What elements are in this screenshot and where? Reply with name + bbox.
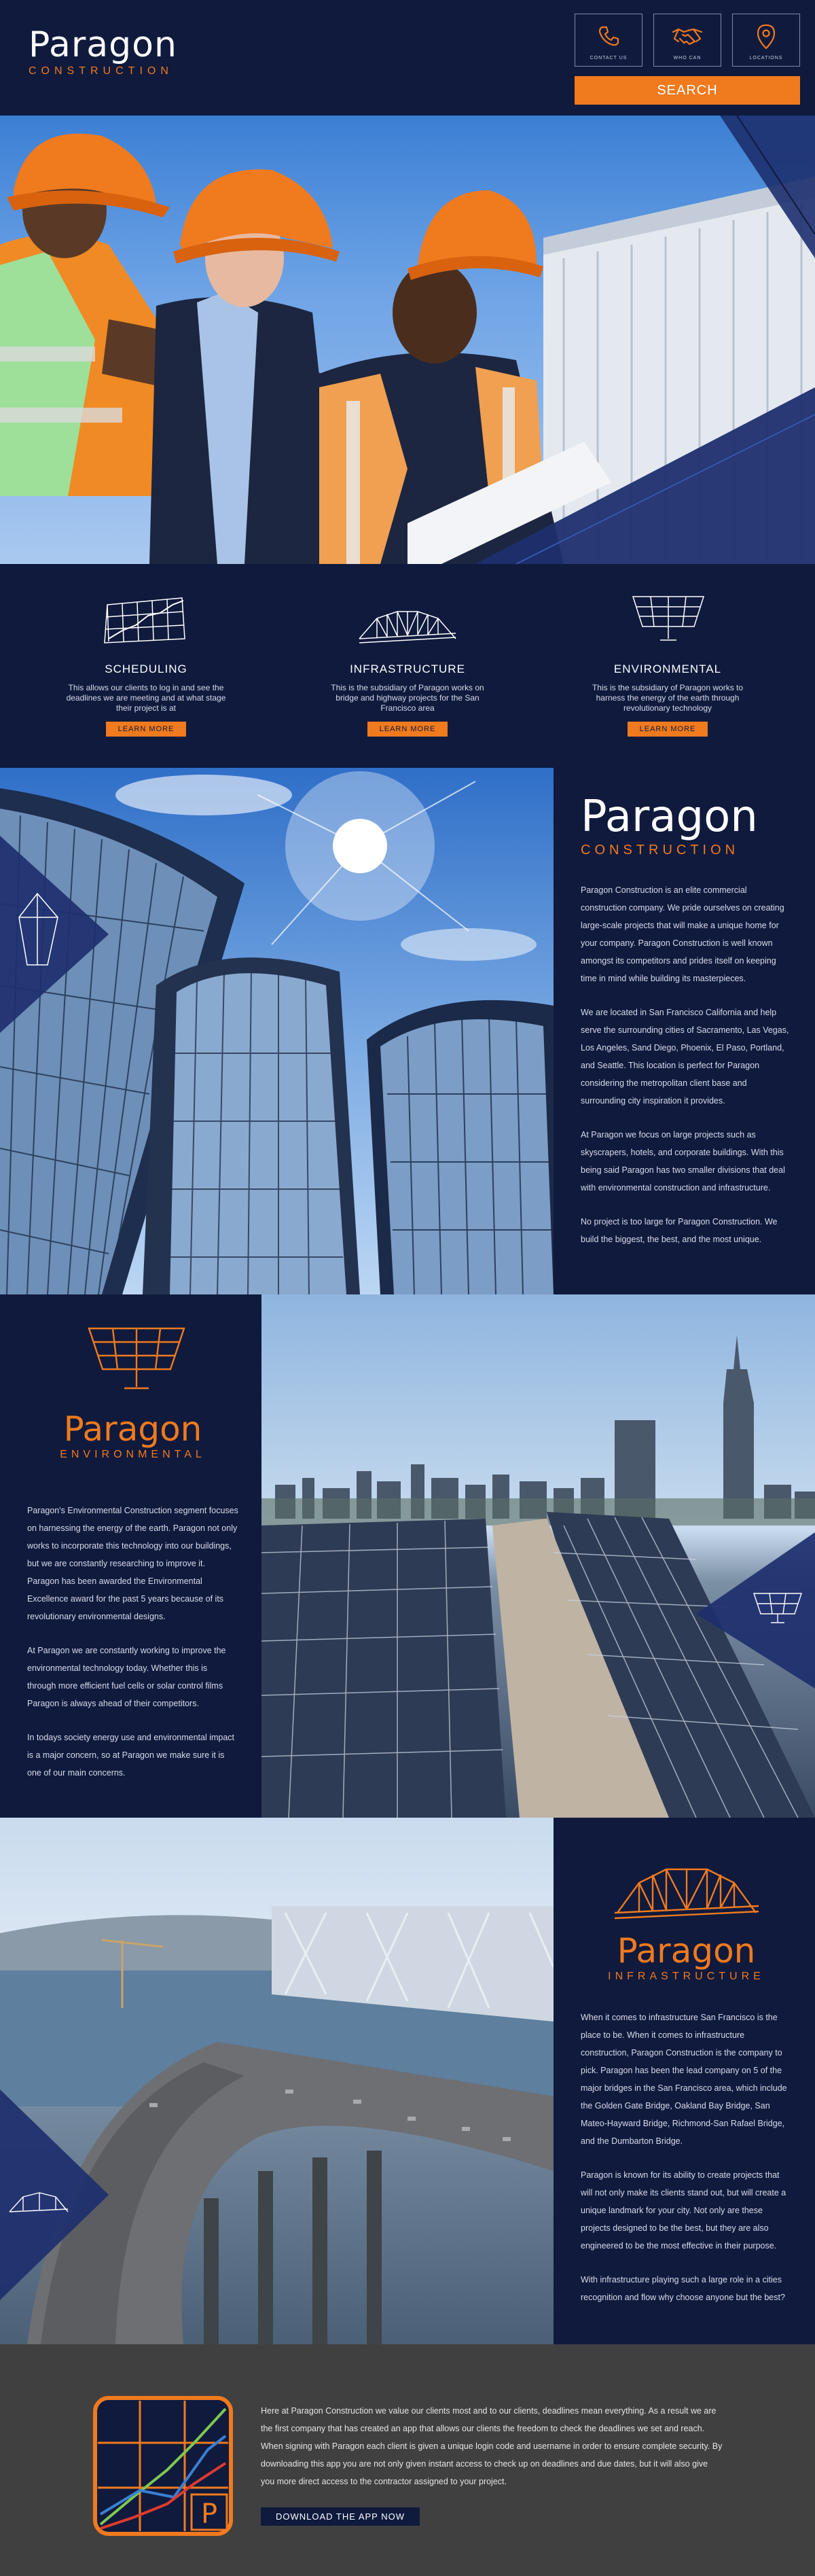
hero-image: [0, 116, 815, 564]
locations-button[interactable]: [732, 14, 800, 67]
hero-photo-workers: [0, 116, 815, 564]
contact-button[interactable]: [575, 14, 642, 67]
paragraph: Paragon's Environmental Construction segment focuses on harnessing the energy of the earth. Paragon not only works to incorporate this technology into our buildings, but we are constantly researching to improve it. Paragon has been awarded the Environmental Excellence award for the past 5 years because of its revolutionary environmental designs.: [27, 1506, 238, 1621]
learn-more-button[interactable]: LEARN MORE: [106, 722, 187, 737]
phone-icon: [596, 24, 621, 48]
service-scheduling: [44, 591, 248, 737]
about-panel: [554, 768, 815, 1294]
paragraph: At Paragon we are constantly working to improve the environmental technology today. Whether this is through more efficient fuel cells or solar control films Paragon is always ahead of their competitors.: [27, 1646, 226, 1708]
partners-button[interactable]: [653, 14, 721, 67]
paragraph: With infrastructure playing such a large role in a cities recognition and flow why choose anyone but the best?: [581, 2275, 785, 2302]
service-infrastructure: [306, 591, 509, 737]
service-environmental: [566, 591, 769, 737]
infrastructure-logo: [581, 1842, 792, 1983]
about-image: [0, 768, 554, 1294]
environmental-text: [27, 1502, 238, 1782]
glass-towers-photo: [0, 768, 554, 1294]
environmental-logo: [27, 1322, 238, 1461]
environmental-panel: [0, 1294, 261, 1818]
service-description: This allows our clients to log in and see the deadlines we are meeting and at what stage their project is at: [66, 683, 226, 713]
app-icon-letter: P: [200, 2499, 218, 2530]
infrastructure-tagline: INFRASTRUCTURE: [608, 1971, 765, 1982]
logo-wordmark: Paragon: [29, 24, 177, 65]
paragraph: We are located in San Francisco California and help serve the surrounding cities of Sacramento, Las Vegas, Los Angeles, Sand Diego, Phoenix, El Paso, Portland, and Seattle. This location is perfect for Paragon considering the metropolitan client base and surrounding city inspiration it provides.: [581, 1008, 789, 1106]
solar-image: [261, 1294, 815, 1818]
site-header: [0, 0, 815, 116]
search-button[interactable]: SEARCH: [575, 76, 800, 105]
paragraph: Paragon Construction is an elite commercial construction company. We pride ourselves on creating large-scale projects that will make a unique home for your company. Paragon Construction is well known amongst its competitors and prides itself on keeping time in mind while building its masterpieces.: [581, 885, 784, 983]
paragraph: When it comes to infrastructure San Francisco is the place to be. When it comes to infrastructure construction, Paragon Construction is the company to pick. Paragon has been the lead company on 5 of the major bridges in the San Francisco area, which include the Golden Gate Bridge, Oakland Bay Bridge, San Mateo-Hayward Bridge, Richmond-San Rafael Bridge, and the Dumbarton Bridge.: [581, 2013, 787, 2146]
chart-icon: [102, 591, 190, 646]
infrastructure-text: [581, 2009, 792, 2306]
service-description: This is the subsidiary of Paragon works to harness the energy of the earth through revolutionary technology: [592, 683, 744, 713]
partners-label: WHO CAN: [673, 56, 702, 60]
solar-panel-icon: [75, 1322, 191, 1396]
app-icon[interactable]: [92, 2395, 234, 2537]
services-section: [0, 564, 815, 768]
about-text: [581, 881, 792, 1248]
logo-tagline: CONSTRUCTION: [29, 65, 173, 77]
paragraph: Paragon is known for its ability to create projects that will not only make its clients stand out, but will create a unique landmark for your city. Not only are these projects designed to be the best, but they are also engineered to be the most effective in their purpose.: [581, 2170, 786, 2251]
paragraph: Here at Paragon Construction we value our clients most and to our clients, deadlines mean everything. As a result we are the first company that has created an app that allows our clients the freedom to check the deadlines we set and reach. When signing with Paragon each client is given a unique login code and username in order to ensure complete security. By downloading this app you are not only given instant access to check up on deadlines and due dates, but it will also give you more direct access to the contractor assigned to your project.: [261, 2406, 723, 2486]
handshake-icon: [672, 24, 703, 48]
infrastructure-wordmark: Paragon: [617, 1931, 756, 1971]
bay-bridge-photo: [0, 1818, 554, 2344]
paragraph: No project is too large for Paragon Construction. We build the biggest, the best, and the most unique.: [581, 1217, 778, 1244]
environmental-wordmark: Paragon: [63, 1409, 202, 1449]
paragraph: At Paragon we focus on large projects such as skyscrapers, hotels, and corporate buildings. With this being said Paragon has two smaller divisions that deal with environmental construction and infrastructure.: [581, 1130, 785, 1193]
learn-more-button[interactable]: LEARN MORE: [367, 722, 448, 737]
service-description: This is the subsidiary of Paragon works on bridge and highway projects for the San Francisco area: [331, 683, 484, 713]
bridge-image: [0, 1818, 554, 2344]
app-description: [261, 2402, 723, 2490]
logo[interactable]: [29, 24, 177, 77]
contact-label: CONTACT US: [590, 56, 628, 60]
environmental-tagline: ENVIRONMENTAL: [60, 1449, 206, 1460]
app-section: [0, 2344, 815, 2576]
solar-field-photo: [261, 1294, 815, 1818]
bridge-icon: [357, 591, 458, 646]
brand-tagline: CONSTRUCTION: [581, 843, 740, 858]
service-title: ENVIRONMENTAL: [613, 663, 722, 675]
brand-wordmark: Paragon: [581, 792, 758, 842]
bridge-icon: [612, 1842, 761, 1924]
service-title: SCHEDULING: [105, 663, 187, 675]
solar-panel-icon: [623, 591, 712, 646]
learn-more-button[interactable]: LEARN MORE: [628, 722, 708, 737]
location-icon: [756, 24, 776, 50]
infrastructure-panel: [554, 1818, 815, 2344]
locations-label: LOCATIONS: [749, 56, 783, 60]
download-app-button[interactable]: DOWNLOAD THE APP NOW: [261, 2507, 420, 2526]
service-title: INFRASTRUCTURE: [350, 663, 465, 675]
paragraph: In todays society energy use and environmental impact is a major concern, so at Paragon we make sure it is one of our main concerns.: [27, 1733, 235, 1778]
